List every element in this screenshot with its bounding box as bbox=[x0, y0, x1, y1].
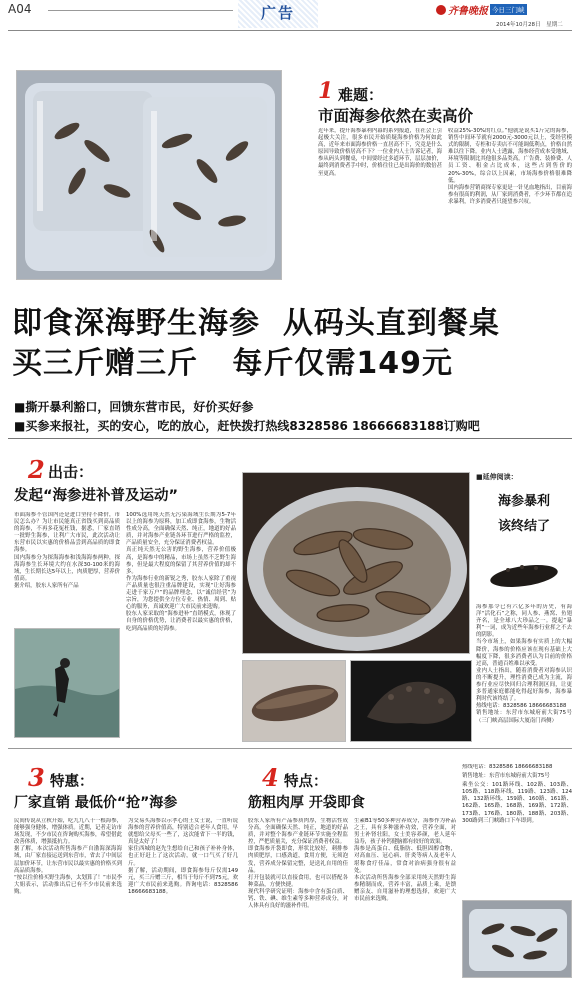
section1-kicker: 难题： bbox=[338, 86, 384, 104]
edition-badge: 今日三门峡 bbox=[492, 6, 525, 14]
diver-image bbox=[15, 629, 120, 738]
section3-col2: 为交易买海参以示孝心的王女士说，一直听说海参的营养价值高，特别适合老年人食用，早就想给父母买一些了，这次能省下一半的钱，真是太好了！ 家住西城的赵先生想给自己和孩子补补身体，也正好赶上了这次活动，就一口气买了好几斤。 据了解，活动期间，即食海参每斤仅需149元，买三斤赠三斤，相当于每斤不到75元，欢迎广大市民前来选购。咨询电话：8328586 18666683188。 bbox=[128, 818, 238, 895]
section1-col1: 近年来，提升海参暴利内幕的系列报道，在社会上引起极大关注，很多市民开始质疑海参价格为何如此高，近年来市面海参价格一直居高不下，究竟是什么原因导致价格居高不下？一位业内人士告诉记者，海参从码头到餐桌，中间要经过多道环节，层层加价，最终到消费者手中时，价格往往已是出海价的数倍甚至更高。 bbox=[318, 128, 442, 177]
section-title-text: 广告 bbox=[260, 3, 295, 22]
sidebar bbox=[476, 472, 572, 742]
section2-col1: 市面海参不管国内还是进口坚持不降价，市民怎么办？为让市民能真正省钱买到高品质的海参，不再多花冤枉钱，据悉，厂家直销一批野生海参，让利广大市民，此次活动让东营市民以实惠的价格品尝到高品质的即食海参。 国内海参分为探海海参和浅海海参两种，探海海参生长环境大约在水深30-100米的海域，生长期长达5年以上，肉质肥厚，营养价值高。 据介绍，胶东人家所有产品 bbox=[14, 512, 120, 589]
header-rule-left bbox=[48, 10, 233, 11]
bowl-image bbox=[243, 473, 470, 654]
paper-logo bbox=[436, 2, 527, 17]
contact-route: 乘坐公交：101路环线、102路、103路、105路、118路环线、119路、123路、124路、132路环线、159路、160路、161路、162路、165路、168路、169路、172路、173路、176路、180路、188路、203路、300路到三门峡路口下车即到。 bbox=[462, 782, 572, 824]
headline-line1: 即食深海野生海参 从码头直到餐桌 bbox=[12, 306, 500, 341]
slogan-2: ■买参来报社，买的安心，吃的放心，赶快拨打热线8328586 18666683188订购吧 bbox=[14, 419, 480, 433]
sidebar-sea-cucumber-image bbox=[484, 554, 564, 594]
sidebar-title-2: 该终结了 bbox=[497, 519, 550, 534]
slogan-divider bbox=[8, 438, 572, 439]
closeup-image-1 bbox=[243, 661, 346, 742]
page-number: A04 bbox=[8, 2, 32, 16]
section1-number: 1 bbox=[318, 78, 334, 104]
contact-block bbox=[462, 764, 572, 896]
header-rule bbox=[8, 30, 572, 31]
mid-divider bbox=[8, 748, 572, 749]
sidebar-tag: ■延伸阅读： bbox=[476, 473, 518, 481]
paper-name: 齐鲁晚报 bbox=[448, 6, 488, 17]
section3-col1: 民间传说从立秋开始，吃九九八十一根海参，能够强身健体，增强体质。近期，记者走访市场发现，不少市民在咨询购买海参，希望借此改善体质，增强抵抗力。 据了解，本次活动所售海参产自渤海深海海域，由厂家直接运送到东营市，省去了中间层层加价环节，让东营市民以最实惠的价格买到高品质海参。 “按以往价格买野生海参，太划算了！”市民李大姐表示，活动推出后已有不少市民前来选购。 bbox=[14, 818, 122, 895]
section4-title: 筋粗肉厚 开袋即食 bbox=[248, 795, 365, 811]
section4-col1: 胶东人家所有产品参质肉厚，生物活性成分高，全面确保天然、纯正，地道的好品质，并对整个海参产业链环节实施全程监控，严把质量关，充分保证消费者权益。 即食海参开袋即食，形状比较好，刺排参肉质肥厚，口感劲道，食用方便，无须泡发，营养成分保留完整，是送礼自用的佳品。 打开包装就可以直接食用，也可以搭配各种菜品，方便快捷。 现代科学研究证明：海参中含有蛋白质、钙、铁、碘、维生素等多种营养成分，对人体具有良好的滋补作用。 bbox=[248, 818, 348, 910]
packaged-sea-cucumber-photo bbox=[16, 70, 282, 280]
section2-title: 发起“海参进补普及运动” bbox=[14, 488, 179, 504]
boxed-product-image bbox=[463, 901, 572, 978]
paper-logo-icon bbox=[436, 5, 446, 15]
section4-number: 4 bbox=[262, 763, 279, 792]
section-title bbox=[238, 0, 318, 28]
sidebar-title-1: 海参暴利 bbox=[497, 494, 550, 509]
section1-title: 市面海参依然在卖高价 bbox=[318, 107, 474, 125]
headline-line2: 买三斤赠三斤 每斤仅需149元 bbox=[12, 346, 453, 381]
slogan-1: ■撕开暴利豁口，回馈东营市民，好价买好参 bbox=[14, 400, 254, 414]
sea-cucumber-closeup-photo-2 bbox=[350, 660, 472, 742]
contact-address: 销售地址：东营市东城府前大街75号 bbox=[462, 773, 550, 780]
boxed-product-photo bbox=[462, 900, 572, 978]
bowl-photo bbox=[242, 472, 470, 654]
sidebar-text: 海参那令已有六亿多年的历史，有海洋“活化石”之称，同人参、燕窝、鱼翅齐名，是全球八大珍品之一。提起“暴利”一词，成为近些年海参行业挥之不去的阴影。 当今市场上，如果海参有实质上的大幅降价，海参的价格应该在现有基础上大幅度下降，很多消费者认为目前的价格过高，普通百姓难以承受。 业内人士指出，随着消费者对海参认识的不断提升，理性消费已成为主流，海参行业应尽快回归合理利润区间，让更多普通家庭都能吃得起好海参，海参暴利时代该终结了。 热线电话：8328586 18666683188 销售地址：东营市东城府前大街75号（三门峡高层国际大厦南门西侧） bbox=[476, 604, 572, 724]
packaged-sea-cucumber-image bbox=[17, 71, 282, 280]
section2-number: 2 bbox=[28, 455, 45, 484]
section3-number: 3 bbox=[28, 763, 45, 792]
section1-col2: 收益25%-30%的红点。”他就是说买1斤完的海参，销售中间环节就有2000元-3000元以上，受经营模式的限制，专柜和专卖店不可能调低利点，价格自然难以往下降。业内人士透露，海参经营成本受地域、环境等限制比其他很多品类高，广告费、装修费、人员工资、租金占比成本，这些占到售价的20%-30%，综合以上因素，市场海参价格很难降低。 国内海参营销商探专家更是一针见血地指出，目前海参有很高的利润，从厂家到消费者，不少环节都在追求暴利，许多消费者只能望参兴叹。 bbox=[448, 128, 572, 205]
sidebar-image bbox=[476, 544, 572, 604]
section4-kicker: 特点： bbox=[284, 774, 328, 790]
date-text: 2014年10月28日 bbox=[496, 22, 541, 28]
section4-col2: 生素B1等50多种营养成分，海参作为补品之王，具有多种滋补功效，营养全面，对男士补肾壮阳，女士美容养颜，老人延年益寿，孩子补钙健脑都有较好的效果。 海参是高蛋白、低脂肪、低胆固醇食物，对高血压、冠心病、肝炎等病人及老年人堪称食疗佳品，常食对治病强身很有益处。 本次活动所售海参全部采用纯天然野生海参精制而成，营养丰富，品质上乘，是馈赠亲友、自用滋补的理想选择，欢迎广大市民前来选购。 bbox=[354, 818, 456, 903]
section2-kicker: 出击： bbox=[48, 463, 94, 481]
closeup-image-2 bbox=[351, 661, 472, 742]
sea-cucumber-closeup-photo-1 bbox=[242, 660, 346, 742]
section3-kicker: 特惠： bbox=[50, 774, 94, 790]
diver-photo bbox=[14, 628, 120, 738]
issue-date bbox=[496, 20, 563, 28]
section3-title: 厂家直销 最低价“抢”海参 bbox=[14, 795, 178, 811]
section2-col2: 100%选用纯天然无污染海域生长期为5-7年以上的海参为原料，加工成即食海参，生物活性成分高，全面确保天然、纯正，地道的好品质，并对海参产业链各环节进行严格的监控，产品质量安全，充分保证消费者权益。 真正纯天然无公害的野生海参，营养价值极高，是海参中的精品，市场上虽然不乏野生海参，但是最大程度的保留了其营养价值的却不多。 作为海参行业的新锐之秀，胶东人家除了重视产品质量也很注重品牌建设，实现“让好海参走进千家万户”的品牌理念，以“诚信经营”为宗旨，为您提供全方位专业、热情、周到、贴心的服务，真诚欢迎广大市民前来选购。 胶东人家采取的“海参进补”直销模式，体现了自身的价格优势，让消费者以最实惠的价格，吃到高品质的好海参。 bbox=[126, 512, 236, 632]
weekday-text: 星期二 bbox=[546, 22, 563, 28]
contact-hotline: 热线电话：8328586 18666683188 bbox=[462, 764, 553, 770]
